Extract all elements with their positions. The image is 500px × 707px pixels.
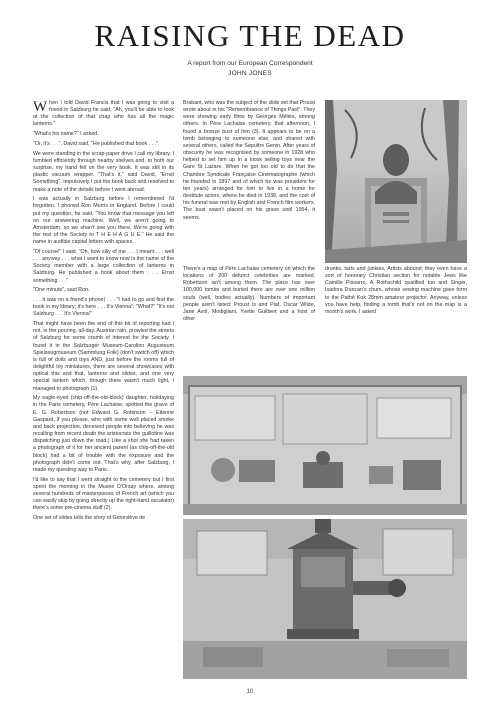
column-2 <box>183 100 315 260</box>
article-title: RAISING THE DEAD <box>94 18 406 53</box>
paragraph: I'd like to say that I went straight to the cemetery but I first spent the morning in the Musée D'Orsay where, among several hundreds of masterpieces of French art (which you can easily skip by going directly up the right-hand escalator) there's some pre-cinema stuff (2). <box>33 476 174 512</box>
column-1 <box>33 100 174 677</box>
article-author: JOHN JONES <box>228 70 272 77</box>
paragraph: One set of slides tells the story of Geneviève de <box>33 514 146 521</box>
strip-text-right <box>325 266 467 316</box>
photo-cemetery-bust-image <box>325 100 467 263</box>
paragraph: "Or, it's . . .", David said, "He published that book . . .". <box>33 140 160 147</box>
paragraph: drunks, tarts and junkies. Artists abound; they even have a sort of honorary Christian section for notable Jews like Camille Pissarro. A Rothschild qualified too and Singer, Isadora Duncan's chum, whose sewing machine gave form to the Pathé Kok 28mm amateur projector. Anyway, unless you have help, finding a tomb that's not on the map is a month's work. I asked <box>325 266 467 315</box>
paragraph: I was actually in Salzburg before I remembered I'd forgotten. I phoned Ron Morris in England. Before I could put my question, he said, "You know that message you left on our answering machine. Well, we aren't going to Amsterdam, so we shan't see you there. We're going with the rest of the Society to T H E H A G U E." He said the name in audible capital letters with spaces. <box>33 196 174 246</box>
strip-text-left <box>183 266 315 323</box>
photo-magic-lantern <box>183 519 467 679</box>
paragraph: "What's his name?" I asked. <box>33 131 99 138</box>
paragraph <box>33 100 174 129</box>
article-subtitle: A report from our European Correspondent <box>187 60 313 67</box>
page-number: 10 <box>246 689 254 695</box>
drop-cap: W <box>33 100 48 115</box>
photo-museum-showcase <box>183 376 467 515</box>
paragraph: We were standing in the scrap-paper drive I call my library. I fumbled efficiently through nearby shelves and, to both our surprise, my hand fell on the very book. It was still in its plastic vacuum wrapper. "That's it," said David, "Ernst Something". Impulsively I put the book back and resolved to make a note of the details before I went abroad. <box>33 150 174 193</box>
paragraph: "Of course!" I said, "Oh, how silly of me . . . I meant . . . well . . . anyway . . . what I want to know now is the name of the Society member with a large collection of lanterns in Salzburg. He published a book about them . . . Ernst something . . ." <box>33 248 174 284</box>
paragraph: That might have been the end of this bit of reporting had I not, in the pouring, all-day, Austrian rain, prowled the streets of Salzburg for some crumb of interest for the Society. I found it in the Salzburger Museum-Carolino Augusteum Spielzeugmuseum (Sammlung Folk) (don't switch off) which is full of dolls and toys AND, just before the rooms full of delightful toy miniatures, there are several showcases with optical this and that, lanterns and slides, and one very special lantern which, though there wasn't much light, I managed to photograph (1). <box>33 321 174 392</box>
photo-magic-lantern-image <box>183 519 467 679</box>
photo-museum-showcase-image <box>183 376 467 515</box>
paragraph: Brabant, who was the subject of the slide set that Proust wrote about in his "Remembrance of Things Past". They were showing early films by Georges Méliès, among others. In Père Lachaise cemetery, that afternoon, I found a bronze bust of him (3). It appears to be on a tomb belonging to someone else, and shared with several others, called the Sepultre Genin. After years of obscurity he was recognised by someone in 1928 who helped to set him up in a kiosk selling toys near the Gare St Lazare. When he got too old to do that the Chambre Syndicale Française Cinématographe (which he founded in 1897 and of which he was president for ten years) arranged for him to live in a home for destitute actors, where he died in 1938, and the cost of his funeral was met by English and French film workers. The bust wasn't placed on his grave until 1954, it seems. <box>183 100 315 221</box>
photo-cemetery-bust <box>325 100 467 263</box>
paragraph-text: hen I told David Francis that I was going to visit a friend in Salzburg he said, "Ah, you'll be able to look at the collection of that chap who has all the magic lanterns." <box>33 100 174 128</box>
text-strip <box>183 266 467 373</box>
paragraph: There's a map of Père Lachaise cemetery on which the locations of 200 defunct celebrities are marked. Robertson isn't among them. The place has over 100,000 tombs and buried there are over one million souls (well, bodies actually). Numbers of important people aren't listed: Proust is and Piaf, Oscar Wilde, Jane Avril, Modigliani, Yvette Guilbert and a host of other <box>183 266 315 323</box>
paragraph: "One minute", said Ron. <box>33 287 90 294</box>
paragraph: My eagle-eyed (chip-off-the-old-block) daughter, holidaying in the Paris cemetery, Père Lachaise, spotted the grave of E. G. Robertson (not Edward G. Robinson – Etienne Gaspard, if you please, who with some well placed smoke and back projection, deceived people into believing he was recalling from recent death the aristocrats the guillotine was dispatching just down the road.) Like a shot she had taken a photograph of it for her ancient parent (as chip-off-the-old block) had a bit of trouble with the exposure and the photograph didn't come out. That's why, after Salzburg, I made my questing way to Paris. <box>33 395 174 473</box>
paragraph: . . . it was on a friend's phone) . . . "I had to go and find the book in my library; it's here . . . It's Vienna"; "What?" "It's not Salzburg . . . It's Vienna!" <box>33 297 174 318</box>
